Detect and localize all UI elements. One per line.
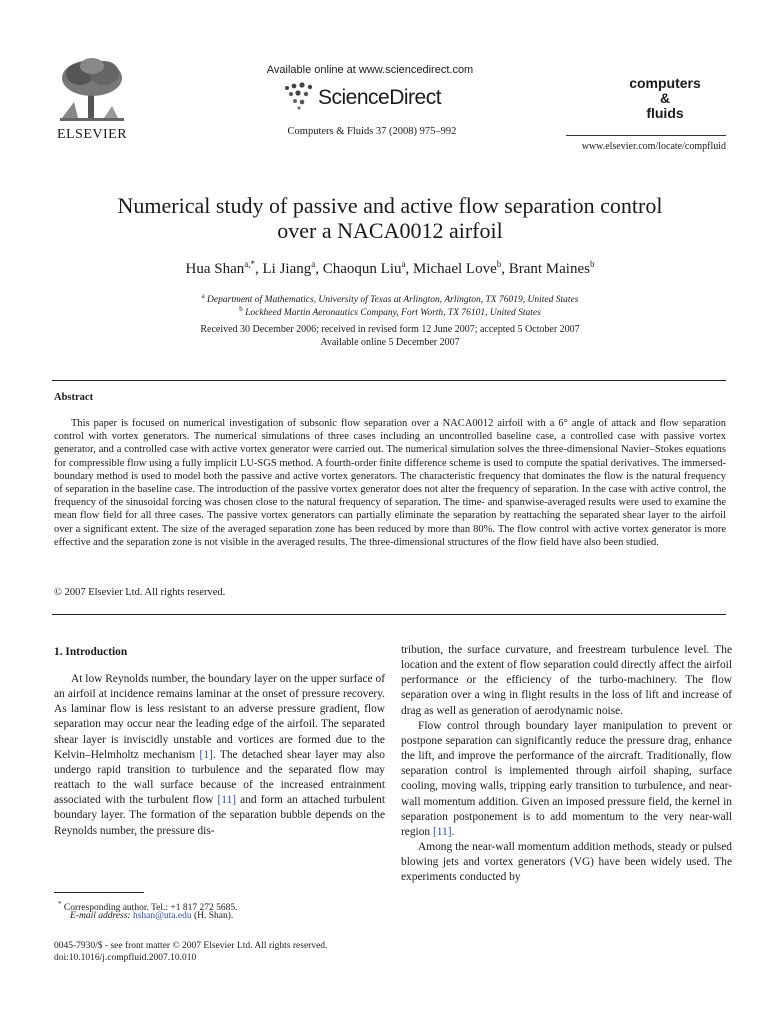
affiliation-text: Department of Mathematics, University of Texas at Arlington, Arlington, TX 76019, United States <box>207 295 579 306</box>
citation-link[interactable]: [11] <box>217 794 237 807</box>
section-heading: 1. Introduction <box>54 646 128 658</box>
journal-brand-line-3: fluids <box>646 105 684 121</box>
abstract-body: This paper is focused on numerical investigation of subsonic flow separation over a NACA0012 airfoil with a 6° angle of attack and flow separation control with vortex generators. The numerical simulations of three cases including an uncontrolled baseline case, a controlled case with passive vortex generator, and a controlled case with active vortex generator were carried out. The numerical simulation solves the three-dimensional Navier–Stokes equations for compressible flow using a fully implicit LU-SGS method. A fourth-order finite difference scheme is used to compute the spatial derivatives. The immersed-boundary method is used to model both the passive and active vortex generators. The characteristic frequency that dominates the flow is the natural frequency of separation in the baseline case. The introduction of the passive vortex generator does not alter the frequency of separation. In the case with active control, the frequency of the sinusoidal forcing was chosen close to the natural frequency of separation. The time- and spanwise-averaged results were used to examine the mean flow field for all three cases. The passive vortex generators can partially eliminate the separation by reattaching the separated shear layer to the airfoil over a significant extent. The size of the averaged separation zone has been reduced by more than 80%. The flow control with active vortex generator is more effective and the separation zone is not visible in the averaged results. The three-dimensional structures of the flow field have also been studied. <box>54 418 726 548</box>
intro-paragraph-3: Among the near-wall momentum addition methods, steady or pulsed blowing jets and vortex generators (VG) have been widely used. The experiments conducted by <box>401 841 732 884</box>
received-dates: Received 30 December 2006; received in revised form 12 June 2007; accepted 5 October 2007 <box>200 324 580 335</box>
right-column <box>401 643 732 886</box>
publisher-name: ELSEVIER <box>56 127 128 142</box>
affiliation-text: Lockheed Martin Aeronautics Company, Fort Worth, TX 76101, United States <box>245 308 541 319</box>
author-affil-mark[interactable]: b <box>589 259 595 269</box>
journal-url[interactable]: www.elsevier.com/locate/compfluid <box>581 141 726 152</box>
footnote-text: Corresponding author. Tel.: +1 817 272 5685. <box>63 903 238 914</box>
abstract-heading: Abstract <box>54 392 94 403</box>
email-link[interactable]: hshan@uta.edu <box>132 911 192 921</box>
abstract-bottom-rule <box>52 614 726 615</box>
intro-paragraph-2 <box>401 719 732 840</box>
author-separator: , <box>501 261 509 277</box>
author-affil-mark[interactable]: a <box>401 259 406 269</box>
abstract-copyright: © 2007 Elsevier Ltd. All rights reserved. <box>54 587 226 598</box>
article-title-line-1: Numerical study of passive and active flow separation control <box>117 193 663 218</box>
paragraph-text: At low Reynolds number, the boundary layer on the upper surface of an airfoil at incidence remains laminar at the onset of pressure recovery. As laminar flow is less resistant to an adverse pressure gradient, flow separation may occur near the leading edge of the airfoil. The separated shear layer is inviscidly unstable and vortices are formed due to the Kelvin–Helmholtz mechanism <box>54 673 385 761</box>
author-affil-mark[interactable]: b <box>496 259 502 269</box>
author-separator: , <box>405 261 414 277</box>
email-owner: (H. Shan). <box>191 911 234 921</box>
journal-reference: Computers & Fluids 37 (2008) 975–992 <box>287 126 457 137</box>
intro-paragraph-1 <box>54 672 385 839</box>
author-affil-mark[interactable]: a <box>311 259 316 269</box>
email-label: E-mail address: <box>70 911 131 921</box>
author-separator: , <box>255 261 263 277</box>
available-date: Available online 5 December 2007 <box>320 337 460 348</box>
citation-link[interactable]: [11] <box>432 825 452 838</box>
affiliation-a <box>60 292 720 305</box>
journal-brand-line-1: computers <box>629 75 701 91</box>
affiliation-mark: a <box>201 292 205 300</box>
affiliation-b <box>60 305 720 318</box>
journal-brand-rule <box>566 135 726 136</box>
journal-brand <box>606 76 724 121</box>
affiliation-mark: b <box>239 305 243 313</box>
author-name[interactable]: Li Jiang <box>262 261 312 277</box>
author-name[interactable]: Michael Love <box>413 261 497 277</box>
article-title-line-2: over a NACA0012 airfoil <box>277 218 503 243</box>
paragraph-text: . The detached shear layer may also undergo rapid transition to turbulence and the separated flow may reattach to the wall surface because of the increased entrainment associated with the turbulent flow <box>54 748 385 807</box>
author-name[interactable]: Hua Shan <box>185 261 245 277</box>
author-name[interactable]: Brant Maines <box>508 261 590 277</box>
paragraph-text: . <box>451 825 455 838</box>
author-name[interactable]: Chaoqun Liu <box>322 261 402 277</box>
platform-name: ScienceDirect <box>318 86 442 109</box>
paragraph-text: and form an attached turbulent boundary layer. The formation of the separation bubble depends on the Reynolds number, the pressure dis- <box>54 794 385 837</box>
journal-brand-line-2: & <box>659 90 671 106</box>
available-online-text[interactable]: Available online at www.sciencedirect.com <box>266 64 474 76</box>
citation-link[interactable]: [1] <box>199 748 213 761</box>
author-list <box>60 259 720 278</box>
paragraph-text: Flow control through boundary layer manipulation to prevent or postpone separation can significantly reduce the pressure drag, enhance the lift, and improve the performance of the aircraft. Traditionally, flow separation control is implemented through airfoil shaping, surface cooling, moving walls, tripping early transition to turbulence, and near-wall momentum addition. Given an imposed pressure field, the kernel in separation postponement is to add momentum to the very near-wall region <box>401 719 732 838</box>
footnote-rule <box>54 892 144 893</box>
article-title <box>60 193 720 243</box>
intro-paragraph-1-continued: tribution, the surface curvature, and freestream turbulence level. The location and the extent of flow separation could directly affect the airfoil performance or the efficiency of the turbo-machinery. The flow separation over a wing in flight results in the loss of lift and increase of drag as well as generation of aerodynamic noise. <box>401 644 732 717</box>
doi-line[interactable]: doi:10.1016/j.compfluid.2007.10.010 <box>54 953 197 963</box>
issn-line: 0045-7930/$ - see front matter © 2007 Elsevier Ltd. All rights reserved. <box>54 941 328 951</box>
author-affil-mark[interactable]: a,* <box>244 259 256 269</box>
author-separator: , <box>315 261 323 277</box>
footnote-email <box>70 910 410 922</box>
footnote-mark: * <box>58 900 62 908</box>
left-column <box>54 672 385 839</box>
abstract-top-rule <box>52 380 726 381</box>
